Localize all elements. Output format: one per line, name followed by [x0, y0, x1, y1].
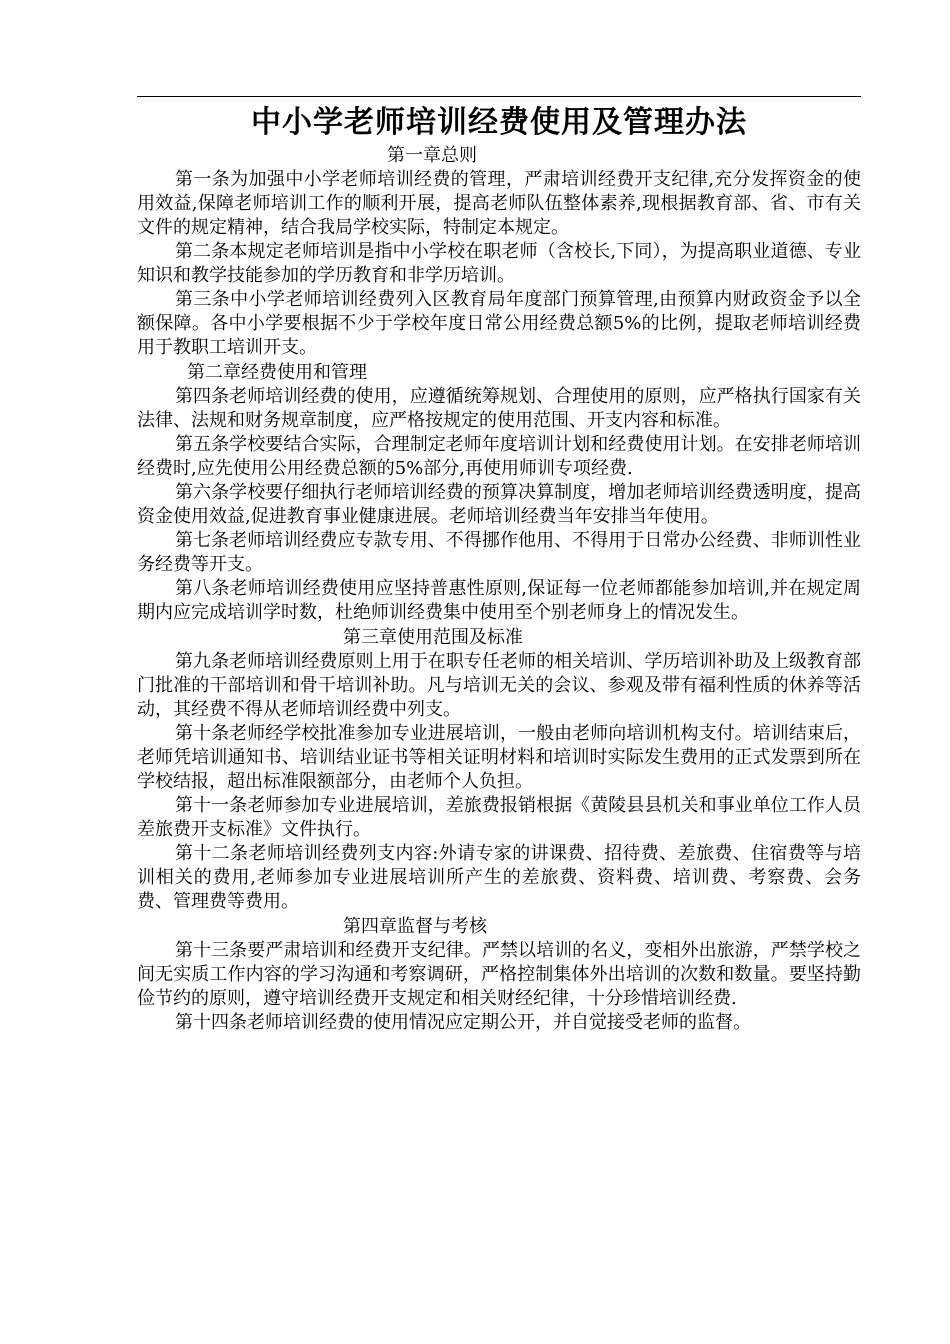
chapter-heading: 第二章经费使用和管理 [187, 362, 367, 383]
article-paragraph: 第七条老师培训经费应专款专用、不得挪作他用、不得用于日常办公经费、非师训性业务经费等开支。 [137, 530, 861, 575]
article-paragraph: 第十三条要严肃培训和经费开支纪律。严禁以培训的名义，变相外出旅游，严禁学校之间无实质工作内容的学习沟通和考察调研，严格控制集体外出培训的次数和数量。要坚持勤俭节约的原则，遵守培训经费开支规定和相关财经纪律，十分珍惜培训经费. [137, 940, 861, 1009]
article-paragraph: 第八条老师培训经费使用应坚持普惠性原则,保证每一位老师都能参加培训,并在规定周期内应完成培训学时数，杜绝师训经费集中使用至个别老师身上的情况发生。 [137, 578, 861, 623]
article-paragraph: 第一条为加强中小学老师培训经费的管理，严肃培训经费开支纪律,充分发挥资金的使用效益,保障老师培训工作的顺利开展，提高老师队伍整体素养,现根据教育部、省、市有关文件的规定精神，结合我局学校实际，特制定本规定。 [137, 169, 861, 238]
article-paragraph: 第五条学校要结合实际，合理制定老师年度培训计划和经费使用计划。在安排老师培训经费时,应先使用公用经费总额的5%部分,再使用师训专项经费. [137, 434, 861, 479]
chapter-heading: 第三章使用范围及标准 [343, 627, 523, 648]
article-paragraph: 第十二条老师培训经费列支内容:外请专家的讲课费、招待费、差旅费、住宿费等与培训相关的费用,老师参加专业进展培训所产生的差旅费、资料费、培训费、考察费、会务费、管理费等费用。 [137, 843, 861, 912]
chapter-heading: 第一章总则 [387, 145, 477, 166]
header-rule [137, 96, 861, 97]
article-paragraph: 第四条老师培训经费的使用，应遵循统筹规划、合理使用的原则，应严格执行国家有关法律、法规和财务规章制度，应严格按规定的使用范围、开支内容和标准。 [137, 386, 861, 431]
article-paragraph: 第十条老师经学校批准参加专业进展培训，一般由老师向培训机构支付。培训结束后，老师凭培训通知书、培训结业证书等相关证明材料和培训时实际发生费用的正式发票到所在学校结报，超出标准限额部分，由老师个人负担。 [137, 723, 861, 792]
article-paragraph: 第十四条老师培训经费的使用情况应定期公开，并自觉接受老师的监督。 [175, 1012, 751, 1033]
article-paragraph: 第二条本规定老师培训是指中小学校在职老师（含校长,下同），为提高职业道德、专业知识和教学技能参加的学历教育和非学历培训。 [137, 241, 861, 286]
article-paragraph: 第十一条老师参加专业进展培训，差旅费报销根据《黄陵县县机关和事业单位工作人员差旅费开支标准》文件执行。 [137, 795, 861, 840]
document-title: 中小学老师培训经费使用及管理办法 [251, 105, 747, 140]
article-paragraph: 第九条老师培训经费原则上用于在职专任老师的相关培训、学历培训补助及上级教育部门批准的干部培训和骨干培训补助。凡与培训无关的会议、参观及带有福利性质的休养等活动，其经费不得从老师培训经费中列支。 [137, 651, 861, 720]
article-paragraph: 第六条学校要仔细执行老师培训经费的预算决算制度，增加老师培训经费透明度，提高资金使用效益,促进教育事业健康进展。老师培训经费当年安排当年使用。 [137, 482, 861, 527]
chapter-heading: 第四章监督与考核 [343, 916, 487, 937]
article-paragraph: 第三条中小学老师培训经费列入区教育局年度部门预算管理,由预算内财政资金予以全额保障。各中小学要根据不少于学校年度日常公用经费总额5%的比例，提取老师培训经费用于教职工培训开支。 [137, 289, 861, 358]
document-page [137, 96, 861, 1035]
